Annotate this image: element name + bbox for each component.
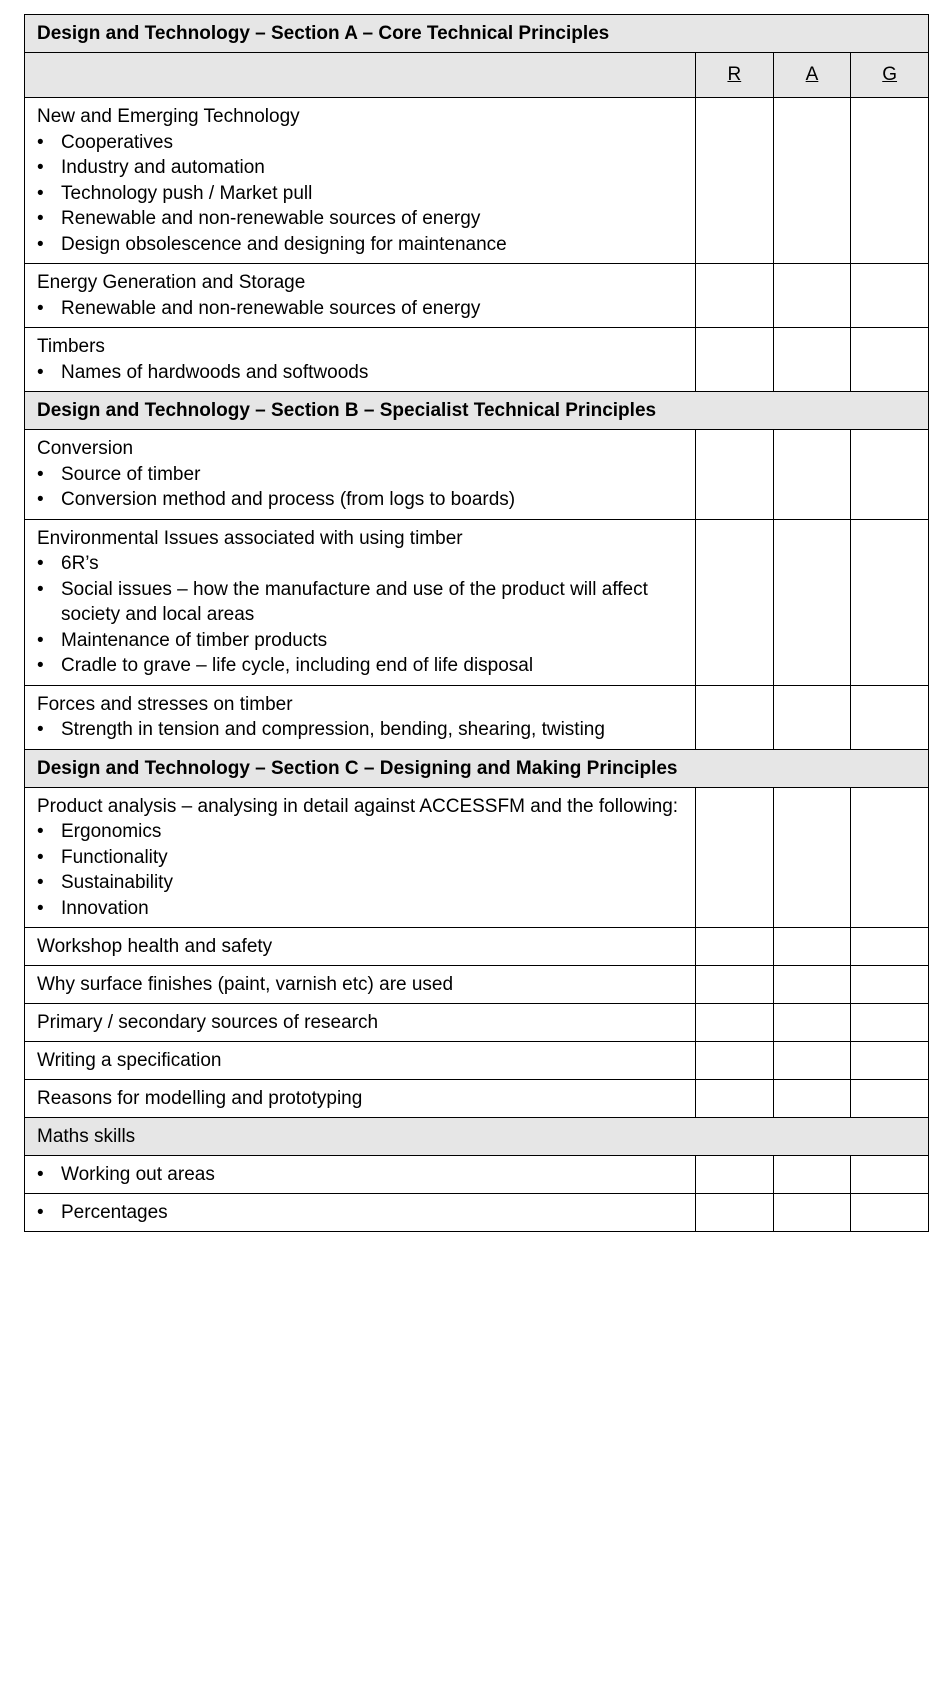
rag-cell-r[interactable] — [696, 928, 774, 966]
section-b-title: Design and Technology – Section B – Specialist Technical Principles — [25, 392, 929, 430]
topic-row — [25, 1156, 929, 1194]
rag-cell-r[interactable] — [696, 1042, 774, 1080]
rag-cell-r[interactable] — [696, 1194, 774, 1232]
rag-cell-a[interactable] — [773, 966, 851, 1004]
topic-bullets — [37, 819, 685, 921]
topic-row — [25, 685, 929, 749]
section-b-header-row — [25, 392, 929, 430]
section-a-header-row — [25, 15, 929, 53]
topic-bullets — [37, 296, 685, 322]
bullet-item: • Industry and automation — [37, 155, 685, 181]
bullet-item: • Design obsolescence and designing for maintenance — [37, 232, 685, 258]
maths-item-cell — [25, 1194, 696, 1232]
topic-title: Forces and stresses on timber — [37, 693, 293, 715]
rag-header-blank — [25, 53, 696, 98]
rag-cell-r[interactable] — [696, 1004, 774, 1042]
rag-cell-r[interactable] — [696, 1080, 774, 1118]
bullet-item: • Ergonomics — [37, 819, 685, 845]
topic-row — [25, 430, 929, 520]
topic-row — [25, 1194, 929, 1232]
rag-cell-r[interactable] — [696, 328, 774, 392]
rag-cell-a[interactable] — [773, 928, 851, 966]
bullet-item: • Cooperatives — [37, 130, 685, 156]
rag-header-r: R — [696, 53, 774, 98]
bullet-item: • 6R’s — [37, 551, 685, 577]
topic-cell — [25, 430, 696, 520]
topic-bullets — [37, 130, 685, 258]
rag-cell-a[interactable] — [773, 787, 851, 928]
topic-row — [25, 787, 929, 928]
rag-cell-a[interactable] — [773, 1004, 851, 1042]
bullet-item: • Functionality — [37, 845, 685, 871]
topic-bullets — [37, 1194, 685, 1231]
bullet-item: • Names of hardwoods and softwoods — [37, 360, 685, 386]
rag-cell-a[interactable] — [773, 1156, 851, 1194]
rag-cell-g[interactable] — [851, 787, 929, 928]
rag-cell-g[interactable] — [851, 685, 929, 749]
bullet-item: • Strength in tension and compression, bending, shearing, twisting — [37, 717, 685, 743]
bullet-item: • Sustainability — [37, 870, 685, 896]
topic-cell — [25, 328, 696, 392]
topic-row — [25, 1042, 929, 1080]
rag-cell-a[interactable] — [773, 519, 851, 685]
topic-bullets — [37, 360, 685, 386]
rag-cell-g[interactable] — [851, 1080, 929, 1118]
rag-revision-table — [24, 14, 929, 1232]
topic-row — [25, 98, 929, 264]
rag-cell-g[interactable] — [851, 519, 929, 685]
rag-cell-g[interactable] — [851, 98, 929, 264]
rag-header-row — [25, 53, 929, 98]
bullet-item: • Innovation — [37, 896, 685, 922]
rag-cell-r[interactable] — [696, 685, 774, 749]
rag-cell-g[interactable] — [851, 1004, 929, 1042]
maths-title: Maths skills — [25, 1118, 929, 1156]
topic-row — [25, 966, 929, 1004]
topic-cell — [25, 685, 696, 749]
topic-row — [25, 328, 929, 392]
bullet-item: • Cradle to grave – life cycle, including end of life disposal — [37, 653, 685, 679]
rag-cell-a[interactable] — [773, 98, 851, 264]
topic-row — [25, 1004, 929, 1042]
bullet-item: • Working out areas — [37, 1156, 685, 1193]
topic-row — [25, 1080, 929, 1118]
rag-cell-a[interactable] — [773, 328, 851, 392]
rag-cell-g[interactable] — [851, 1194, 929, 1232]
topic-title: Writing a specification — [25, 1042, 696, 1080]
topic-cell — [25, 264, 696, 328]
bullet-item: • Percentages — [37, 1194, 685, 1231]
topic-bullets — [37, 717, 685, 743]
bullet-item: • Renewable and non-renewable sources of energy — [37, 296, 685, 322]
rag-header-a: A — [773, 53, 851, 98]
section-c-title: Design and Technology – Section C – Designing and Making Principles — [25, 749, 929, 787]
maths-header-row — [25, 1118, 929, 1156]
rag-cell-r[interactable] — [696, 1156, 774, 1194]
bullet-item: • Technology push / Market pull — [37, 181, 685, 207]
rag-cell-r[interactable] — [696, 98, 774, 264]
rag-cell-r[interactable] — [696, 787, 774, 928]
rag-cell-a[interactable] — [773, 685, 851, 749]
rag-cell-a[interactable] — [773, 1080, 851, 1118]
rag-cell-a[interactable] — [773, 1042, 851, 1080]
rag-cell-r[interactable] — [696, 430, 774, 520]
topic-title: Environmental Issues associated with using timber — [37, 527, 463, 549]
bullet-item: • Social issues – how the manufacture and use of the product will affect society and local areas — [37, 577, 685, 628]
rag-cell-a[interactable] — [773, 430, 851, 520]
rag-cell-g[interactable] — [851, 928, 929, 966]
bullet-item: • Maintenance of timber products — [37, 628, 685, 654]
rag-cell-g[interactable] — [851, 966, 929, 1004]
bullet-item: • Conversion method and process (from logs to boards) — [37, 487, 685, 513]
topic-title: Conversion — [37, 438, 134, 459]
rag-cell-a[interactable] — [773, 264, 851, 328]
topic-title: Workshop health and safety — [25, 928, 696, 966]
rag-cell-g[interactable] — [851, 328, 929, 392]
topic-row — [25, 519, 929, 685]
rag-header-g: G — [851, 53, 929, 98]
topic-title: Why surface finishes (paint, varnish etc) are used — [25, 966, 696, 1004]
rag-cell-g[interactable] — [851, 1042, 929, 1080]
maths-item-cell — [25, 1156, 696, 1194]
topic-bullets — [37, 1156, 685, 1193]
bullet-item: • Source of timber — [37, 462, 685, 488]
topic-title: Reasons for modelling and prototyping — [25, 1080, 696, 1118]
topic-title: Primary / secondary sources of research — [25, 1004, 696, 1042]
topic-title: Timbers — [37, 336, 105, 357]
rag-cell-g[interactable] — [851, 1156, 929, 1194]
topic-cell — [25, 787, 696, 928]
topic-bullets — [37, 551, 685, 679]
rag-cell-g[interactable] — [851, 264, 929, 328]
topic-cell — [25, 519, 696, 685]
rag-cell-r[interactable] — [696, 966, 774, 1004]
topic-title: Product analysis – analysing in detail against ACCESSFM and the following: — [37, 795, 679, 817]
topic-bullets — [37, 462, 685, 513]
rag-cell-r[interactable] — [696, 264, 774, 328]
section-c-header-row — [25, 749, 929, 787]
rag-cell-a[interactable] — [773, 1194, 851, 1232]
topic-title: Energy Generation and Storage — [37, 272, 306, 293]
rag-cell-r[interactable] — [696, 519, 774, 685]
topic-row — [25, 264, 929, 328]
rag-cell-g[interactable] — [851, 430, 929, 520]
topic-cell — [25, 98, 696, 264]
section-a-title: Design and Technology – Section A – Core Technical Principles — [25, 15, 929, 53]
bullet-item: • Renewable and non-renewable sources of energy — [37, 206, 685, 232]
topic-title: New and Emerging Technology — [37, 106, 300, 127]
topic-row — [25, 928, 929, 966]
